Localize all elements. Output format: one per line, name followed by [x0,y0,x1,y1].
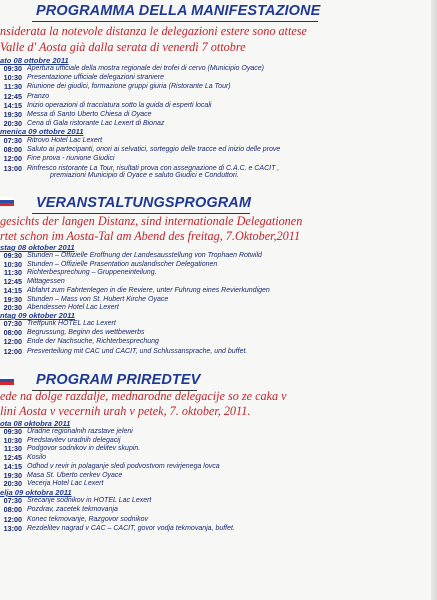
flag-stripe-red [0,382,14,385]
schedule-row [0,471,431,480]
paper-edge [431,0,437,600]
schedule-description: Predstavitev uradnih delegacij [27,436,121,444]
day-heading-sunday: elja 09 oktobra 2011 [0,488,72,497]
schedule-description: Uradne regionalnih razstave jeleni [27,428,133,435]
schedule-description: Srecanje sodnikov in HOTEL Lac Lexert [27,497,152,504]
flag-icon [0,376,14,385]
section-title-german: VERANSTALTUNGSPROGRAM [36,195,252,211]
schedule-description: Pranzo [27,92,50,100]
schedule-description: Abendessen Hotel Lac Lexert [27,304,119,312]
schedule-time: 10:30 [3,435,22,445]
schedule-row [0,427,431,436]
schedule-description: Odhod v revir in polaganje sledi podvostvom revirjenega lovca [27,462,220,470]
schedule-description: Abfahrt zum Fahrtenlegen in die Reviere, unter Fuhrung eines Revierkundigen [27,286,270,294]
schedule-description: Fine prova - riunione Giudici [27,155,115,163]
schedule-time: 20:30 [3,119,22,129]
schedule-time: 07:30 [3,319,22,328]
schedule-description: Pozdrav, zacetek tekmovanja [27,506,118,514]
schedule-description: Rezdelitev nagrad v CAC – CACIT, govor vodja tekmovanja, buffet. [27,525,235,533]
schedule-time: 09:30 [3,64,22,73]
schedule-time: 20:30 [3,479,22,489]
schedule-description: Riunione dei giudici, formazione gruppi giuria (Ristorante La Tour) [27,83,231,91]
schedule-description: Mittagessen [27,278,65,286]
schedule-time: 12:45 [3,277,22,287]
intro-line-1: gesichts der langen Distanz, sind internationale Delegationen [0,214,303,228]
schedule-description: Begrussung, Beginn des wettbewerbs [27,329,145,337]
schedule-time: 19:30 [3,110,22,119]
schedule-time: 08:00 [3,328,22,338]
schedule-row [0,515,431,524]
intro-line-2: lini Aosta v vecernih urah v petek, 7. oktober, 2011. [0,404,251,418]
intro-line-1: nsiderata la notevole distanza le delegazioni estere sono attese [0,24,307,38]
day-heading-saturday: stag 08 oktober 2011 [0,243,75,252]
schedule-description: Richterbesprechung – Gruppeneinteilung. [27,269,157,277]
schedule-time: 12:45 [3,91,22,101]
schedule-description: Rinfresco ristorante La Tour, risultati prova con assegnazione di C.A.C. e CACIT , [27,164,280,172]
schedule-description: Saluto ai partecipanti, onori ai selvatici, sorteggio delle tracce ed inizio delle prove [27,146,281,154]
schedule-time: 14:15 [3,100,22,110]
day-heading-saturday: ota 08 oktobra 2011 [0,419,71,428]
schedule-row [0,479,431,488]
schedule-time: 10:30 [3,73,22,83]
schedule-row [0,496,431,505]
schedule-time: 07:30 [3,496,22,505]
schedule-time: 11:30 [4,82,22,92]
schedule-time: 13:00 [3,163,22,173]
schedule-time: 12:00 [3,154,22,164]
schedule-time: 13:00 [3,524,22,534]
schedule-row [0,444,431,453]
schedule-description: Konec tekmovanje, Razgovor sodnikov [27,515,149,523]
intro-line-2: rtet schon im Aosta-Tal am Abend des freitag, 7.Oktober,2011 [0,229,301,243]
schedule-description: Treffpunk HOTEL Lac Lexert [27,320,116,327]
schedule-description: Apertura ufficiale della mostra regionale dei trofei di cervo (Municipio Oyace) [27,65,264,72]
schedule-time: 19:30 [3,294,22,304]
schedule-continuation: premiazioni Municipio di Oyace e saluto Giudici e Conduttori. [50,172,239,179]
schedule-time: 10:30 [3,259,22,269]
schedule-description: Cena di Gala ristorante Lac Lexert di Bionaz [27,120,165,128]
schedule-description: Presentazione ufficiale delegazioni straniere [27,74,164,82]
schedule-time: 14:15 [3,461,22,471]
schedule-description: Stunden – Offizielle Eroffnung der Landesausstellung von Trophaen Rotwild [27,252,262,259]
day-heading-sunday: menica 09 ottobre 2011 [0,127,84,136]
schedule-time: 12:00 [3,514,22,524]
schedule-description: Stunden – Offizielle Prasentation auslandischer Delegationen [27,260,218,268]
schedule-time: 20:30 [3,303,22,313]
schedule-description: Podgovor sodnikov in delitev skupin. [27,445,141,453]
schedule-time: 14:15 [3,285,22,295]
schedule-row [0,524,431,533]
schedule-description: Messa di Santo Uberto Chiesa di Oyace [27,111,152,118]
schedule-time: 08:00 [3,145,22,155]
schedule-row [0,453,431,462]
schedule-description: Masa St. Uberto cerkev Oyace [27,471,123,479]
schedule-row [0,505,431,514]
day-heading-sunday: ntag 09 oktober 2011 [0,311,75,320]
intro-line-1: ede na dolge razdalje, mednarodne delegacije so ze caka v [0,389,287,403]
schedule-description: Inizio operazioni di tracciatura sotto la guida di esperti locali [27,101,212,109]
schedule-time: 12:00 [3,346,22,356]
schedule-row [0,436,431,445]
schedule-time: 19:30 [3,470,22,480]
schedule-time: 12:45 [3,453,22,463]
section-title-slovenian: PROGRAM PRIREDTEV [36,372,201,388]
schedule-time: 08:00 [3,505,22,515]
schedule-time: 09:30 [3,251,22,260]
schedule-time: 12:00 [3,337,22,347]
schedule-description: Ritrovo Hotel Lac Lexert [27,137,103,144]
schedule-description: Presverteilung mit CAC und CACIT, und Schlussansprache, und buffet. [27,347,248,355]
schedule-time: 11:30 [4,444,22,454]
intro-line-2: Valle d' Aosta già dalla serata di venerdì 7 ottobre [0,40,246,54]
schedule-description: Stunden – Mass von St. Hubert Kirche Oyace [27,295,169,303]
schedule-description: Kosilo [27,454,47,462]
schedule-row [0,462,431,471]
schedule-description: Ende der Nachsuche, Richterbesprechung [27,338,159,346]
schedule-description: Vecerja Hotel Lac Lexert [27,480,104,488]
schedule-time: 09:30 [3,427,22,436]
section-title-italian: PROGRAMMA DELLA MANIFESTAZIONE [36,3,321,19]
schedule-time: 07:30 [3,136,22,145]
schedule-time: 11:30 [4,268,22,278]
day-heading-saturday: ato 08 ottobre 2011 [0,56,69,65]
